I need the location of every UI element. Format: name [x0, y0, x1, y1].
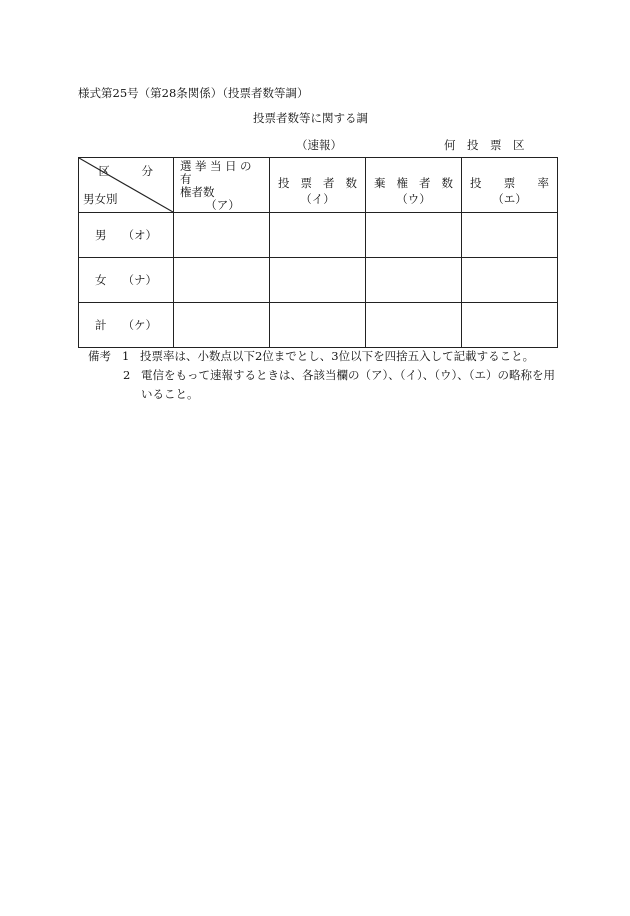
- table-cell: [366, 213, 462, 258]
- header-abstainers-char: 数: [441, 176, 453, 190]
- header-eligible-line1: 選挙当日の有: [180, 159, 255, 186]
- table-cell: [174, 258, 270, 303]
- header-turnout-char: 率: [537, 176, 549, 190]
- header-eligible-voters: [174, 158, 270, 213]
- category-label: 区 分: [98, 164, 163, 178]
- table-cell: [174, 213, 270, 258]
- header-voters-char: 数: [345, 176, 357, 190]
- table-cell: [270, 213, 366, 258]
- header-eligible-line2: 権者数: [180, 185, 215, 199]
- header-abstainers-char: 棄: [374, 176, 386, 190]
- table-row-male: [79, 213, 558, 258]
- note-item-1: [88, 347, 555, 366]
- note-item-2-continued: [88, 385, 555, 404]
- header-abstainers: [366, 158, 462, 213]
- voter-count-table: [78, 157, 558, 348]
- row-label-code: （ケ）: [122, 318, 157, 332]
- table-cell: [270, 258, 366, 303]
- row-label-female: [79, 258, 174, 303]
- header-abstainers-code: （ウ）: [396, 192, 431, 206]
- row-label-code: （ナ）: [122, 273, 157, 287]
- row-label-text: 男: [95, 228, 107, 242]
- row-label-male: [79, 213, 174, 258]
- row-label-total: [79, 303, 174, 348]
- table-cell: [462, 213, 558, 258]
- header-abstainers-char: 者: [419, 176, 431, 190]
- row-label-text: 女: [95, 273, 107, 287]
- note-text-continued: いること。: [141, 387, 199, 401]
- report-type-label: （速報）: [296, 138, 342, 152]
- corner-header-cell: [79, 158, 174, 213]
- header-voters: [270, 158, 366, 213]
- header-abstainers-char: 権: [396, 176, 408, 190]
- table-cell: [366, 303, 462, 348]
- header-turnout-code: （エ）: [492, 192, 527, 206]
- table-cell: [270, 303, 366, 348]
- voting-district-label: 何 投 票 区: [444, 138, 525, 152]
- row-label-code: （オ）: [122, 228, 157, 242]
- header-turnout-char: 票: [503, 176, 516, 190]
- header-voters-char: 投: [278, 176, 290, 190]
- table-header-row: [79, 158, 558, 213]
- row-label-text: 計: [95, 318, 107, 332]
- note-number: 2: [123, 368, 131, 382]
- note-number: 1: [121, 349, 130, 363]
- table-row-female: [79, 258, 558, 303]
- notes-section: [88, 347, 555, 404]
- header-voters-char: 票: [300, 176, 312, 190]
- header-voters-code: （イ）: [300, 192, 335, 206]
- form-number-title: 様式第25号（第28条関係）（投票者数等調）: [78, 86, 309, 100]
- notes-heading: 備考: [88, 349, 111, 363]
- document-title: 投票者数等に関する調: [253, 111, 368, 125]
- gender-label: 男女別: [83, 192, 118, 206]
- table-row-total: [79, 303, 558, 348]
- table-cell: [462, 303, 558, 348]
- note-text: 電信をもって速報するときは、各該当欄の（ア）、（イ）、（ウ）、（エ）の略称を用: [141, 368, 555, 382]
- table-cell: [462, 258, 558, 303]
- header-turnout-char: 投: [470, 176, 482, 190]
- header-turnout-rate: [462, 158, 558, 213]
- table-cell: [174, 303, 270, 348]
- header-eligible-code: （ア）: [205, 198, 240, 212]
- note-item-2: [88, 366, 555, 385]
- note-text: 投票率は、小数点以下2位までとし、3位以下を四捨五入して記載すること。: [139, 349, 535, 363]
- header-voters-char: 者: [323, 176, 335, 190]
- table-cell: [366, 258, 462, 303]
